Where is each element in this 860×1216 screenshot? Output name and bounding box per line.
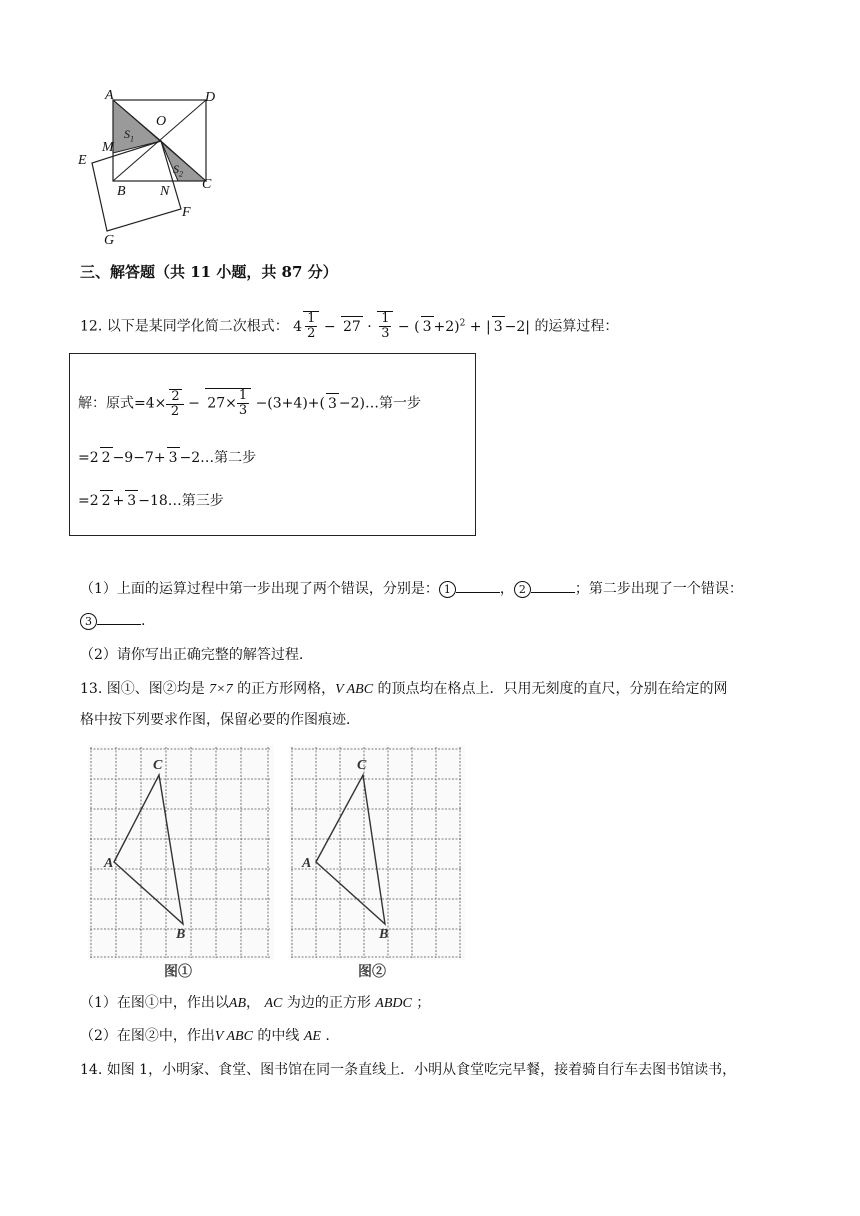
solution-step2: =2 2 −9−7+ 3 −2…第二步 [78, 447, 256, 468]
label-f: F [182, 205, 191, 220]
grid2-vertex-a: A [302, 856, 312, 871]
label-e: E [78, 153, 87, 168]
label-o: O [156, 114, 167, 129]
q12-part2: （2）请你写出正确完整的解答过程. [80, 647, 304, 663]
square-rotation-figure [70, 85, 230, 250]
label-n: N [160, 184, 170, 199]
q12-part1-cont: 3 . [80, 610, 145, 631]
label-g: G [104, 233, 115, 248]
label-d: D [205, 90, 216, 105]
label-a: A [105, 88, 114, 103]
q13-part2: （2）在图②中，作出V ABC 的中线 AE . [80, 1028, 330, 1044]
grid1-vertex-c: C [153, 758, 163, 773]
q14-line1: 14. 如图 1，小明家、食堂、图书馆在同一条直线上．小明从食堂吃完早餐，接着骑自行车去图书馆读书， [80, 1062, 737, 1078]
answer-blank-1[interactable] [456, 578, 500, 593]
fig1-caption: 图① [164, 964, 192, 980]
grid1-vertex-a: A [104, 856, 114, 871]
label-c: C [202, 177, 212, 192]
section-heading: 三、解答题（共 11 小题，共 87 分） [80, 263, 338, 281]
answer-blank-2[interactable] [531, 578, 575, 593]
label-m: M [102, 140, 114, 155]
label-s2: $S_2$ [173, 162, 183, 179]
q12-part1: （1）上面的运算过程中第一步出现了两个错误，分别是： 1 ， 2 ；第二步出现了一个错误： [80, 578, 743, 599]
label-s1: $S_1$ [124, 127, 134, 144]
grid2-vertex-b: B [379, 927, 389, 942]
grid1-vertex-b: B [176, 927, 186, 942]
label-b: B [117, 184, 126, 199]
q12-intro: 12. 以下是某同学化简二次根式： 4 $\frac{1}{2}$ − 27 · $\frac{1}{3}$ − ( 3 +2)$^2$ + | 3 −2| 的运算过程： [80, 311, 619, 341]
solution-step1: 解：原式=4× $\frac{2}{2}$ − 27× $\frac{1}{3}$ −(3+4)+( 3 −2)…第一步 [78, 388, 421, 419]
q13-line2: 格中按下列要求作图，保留必要的作图痕迹． [80, 712, 360, 728]
q12-expression: 4 $\frac{1}{2}$ − 27 · $\frac{1}{3}$ − ( 3 +2)$^2$ + | 3 −2| [293, 311, 535, 341]
grid-figure-2 [289, 745, 465, 960]
grid2-vertex-c: C [357, 758, 367, 773]
fig2-caption: 图② [358, 964, 386, 980]
answer-blank-3[interactable] [97, 610, 141, 625]
q13-line1: 13. 图①、图②均是 7×7 的正方形网格，V ABC 的顶点均在格点上．只用无刻度的直尺，分别在给定的网 [80, 681, 728, 697]
solution-step3: =2 2 + 3 −18…第三步 [78, 490, 224, 511]
q13-part1: （1）在图①中，作出以AB， AC 为边的正方形 ABDC ； [80, 995, 431, 1011]
